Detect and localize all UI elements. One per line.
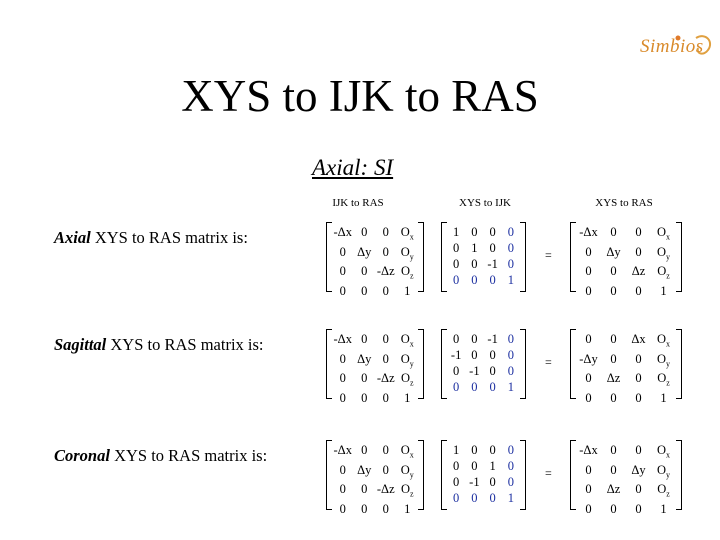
matrix-cell: 0: [361, 283, 368, 298]
matrix-cell: 0: [453, 241, 460, 255]
row-label: [54, 335, 264, 355]
matrix-cell: 0: [382, 501, 389, 516]
matrix-cell: 0: [507, 348, 514, 362]
matrix-cell: 0: [610, 264, 617, 278]
matrix-cell: 0: [339, 371, 346, 385]
simbios-logo: [634, 30, 714, 62]
matrix-cell: 0: [489, 273, 496, 287]
matrix-cell: -Δx: [579, 443, 598, 457]
matrix-cell: 0: [489, 225, 496, 239]
matrix-cell: $O_z$: [400, 482, 414, 499]
matrix-cell: -Δy: [579, 351, 598, 366]
matrix-xys-to-ijk: [441, 440, 526, 510]
matrix-cell: $O_z$: [657, 264, 670, 281]
matrix-cell: Δy: [631, 462, 646, 477]
matrix-cell: $O_x$: [400, 332, 414, 349]
matrix-cell: 1: [489, 459, 496, 473]
matrix-cell: 0: [339, 264, 346, 278]
header-xys-to-ras: XYS to RAS: [595, 197, 653, 209]
matrix-cell: 0: [361, 225, 368, 239]
matrix-cell: 0: [507, 257, 514, 271]
matrix-cell: 0: [610, 462, 617, 477]
matrix-cell: 0: [585, 371, 592, 385]
matrix-bracket-right: [520, 222, 526, 292]
matrix-cell: 1: [660, 501, 667, 516]
matrix-cell: $O_z$: [657, 371, 670, 388]
matrix-cell: -Δx: [333, 225, 352, 239]
matrix-cell: -Δx: [333, 332, 352, 346]
matrix-cell: 0: [507, 443, 514, 457]
matrix-cells: [447, 332, 520, 396]
matrix-cell: 0: [382, 443, 389, 457]
matrix-cell: 0: [361, 371, 368, 385]
equals-sign: =: [545, 355, 552, 369]
matrix-cell: $O_z$: [657, 482, 670, 499]
matrix-cell: 0: [471, 332, 478, 346]
matrix-cell: 0: [453, 491, 460, 505]
matrix-cell: 0: [339, 482, 346, 496]
matrix-bracket-right: [676, 440, 682, 510]
matrix-cell: 1: [453, 225, 460, 239]
row-label-orientation: Sagittal: [54, 335, 107, 354]
matrix-ijk-to-ras: [326, 329, 424, 405]
matrix-cell: 0: [382, 390, 389, 405]
matrix-cell: $O_y$: [656, 462, 671, 479]
matrix-cell: Δz: [606, 371, 621, 385]
matrix-cell: -1: [487, 332, 498, 346]
matrix-cell: 0: [382, 225, 389, 239]
matrix-cells: [447, 225, 520, 289]
matrix-cell: $O_y$: [400, 351, 414, 368]
matrix-cell: 0: [489, 443, 496, 457]
matrix-cell: 0: [339, 244, 346, 259]
matrix-cell: 0: [585, 264, 592, 278]
matrix-cell: 0: [610, 443, 617, 457]
matrix-cell: 1: [404, 501, 411, 516]
matrix-cell: 0: [610, 501, 617, 516]
matrix-cell: 0: [585, 482, 592, 496]
matrix-cell: 0: [585, 390, 592, 405]
row-label-text: XYS to RAS matrix is:: [109, 446, 268, 465]
matrix-cell: 1: [404, 283, 411, 298]
matrix-cell: 1: [471, 241, 478, 255]
matrix-cell: $O_x$: [400, 225, 414, 242]
matrix-cells: [332, 225, 418, 298]
matrix-cell: 0: [453, 475, 460, 489]
matrix-cell: $O_z$: [400, 264, 414, 281]
matrix-cell: 1: [507, 491, 514, 505]
matrix-cell: -Δz: [376, 371, 395, 385]
matrix-xys-to-ras: [570, 222, 682, 298]
matrix-cell: 0: [635, 443, 642, 457]
matrix-cell: -Δz: [376, 264, 395, 278]
matrix-cell: 0: [453, 459, 460, 473]
matrix-ijk-to-ras: [326, 222, 424, 298]
matrix-cell: Δz: [631, 264, 646, 278]
matrix-cell: 0: [489, 364, 496, 378]
matrix-cell: 0: [339, 390, 346, 405]
matrix-cell: 0: [489, 380, 496, 394]
matrix-cell: 0: [382, 332, 389, 346]
matrix-bracket-right: [676, 329, 682, 399]
slide-subtitle: Axial: SI: [312, 155, 394, 180]
matrix-cell: $O_y$: [656, 351, 671, 368]
matrix-cell: 0: [610, 390, 617, 405]
matrix-bracket-right: [418, 440, 424, 510]
matrix-bracket-right: [418, 222, 424, 292]
matrix-cell: 0: [471, 225, 478, 239]
matrix-cell: $O_z$: [400, 371, 414, 388]
matrix-cell: $O_y$: [400, 244, 414, 261]
matrix-cell: 0: [507, 364, 514, 378]
row-label-orientation: Axial: [54, 228, 91, 247]
matrix-cell: 0: [610, 283, 617, 298]
matrix-cell: 0: [453, 364, 460, 378]
matrix-cell: -1: [487, 257, 498, 271]
matrix-cell: 0: [471, 380, 478, 394]
matrix-cell: 0: [507, 459, 514, 473]
matrix-cell: 0: [339, 501, 346, 516]
matrix-cell: -Δx: [333, 443, 352, 457]
matrix-cells: [576, 332, 676, 405]
logo-text: Simbios: [640, 36, 704, 57]
matrix-cell: 1: [660, 283, 667, 298]
matrix-cell: $O_x$: [656, 225, 671, 242]
matrix-cell: 0: [471, 491, 478, 505]
matrix-cell: 0: [489, 491, 496, 505]
matrix-cell: 0: [610, 351, 617, 366]
matrix-cell: 1: [507, 380, 514, 394]
matrix-cells: [332, 332, 418, 405]
matrix-cell: 0: [382, 283, 389, 298]
matrix-cell: 0: [635, 283, 642, 298]
matrix-cell: 1: [404, 390, 411, 405]
matrix-bracket-right: [520, 440, 526, 510]
matrix-cell: 0: [507, 241, 514, 255]
matrix-cell: 0: [635, 244, 642, 259]
matrix-cell: 0: [635, 371, 642, 385]
matrix-xys-to-ras: [570, 440, 682, 516]
equals-sign: =: [545, 466, 552, 480]
matrix-cell: -Δx: [579, 225, 598, 239]
matrix-cell: 0: [507, 225, 514, 239]
row-label: [54, 446, 267, 466]
matrix-cell: 0: [453, 273, 460, 287]
matrix-cell: 0: [635, 390, 642, 405]
matrix-cell: 0: [507, 475, 514, 489]
matrix-bracket-right: [520, 329, 526, 399]
matrix-cell: 0: [361, 390, 368, 405]
matrix-cell: 0: [382, 244, 389, 259]
matrix-ijk-to-ras: [326, 440, 424, 516]
matrix-xys-to-ijk: [441, 329, 526, 399]
matrix-cell: 0: [471, 257, 478, 271]
matrix-bracket-right: [676, 222, 682, 292]
matrix-cell: 0: [361, 482, 368, 496]
matrix-cell: 0: [610, 332, 617, 346]
matrix-cell: 0: [471, 459, 478, 473]
matrix-cell: 0: [471, 348, 478, 362]
matrix-xys-to-ijk: [441, 222, 526, 292]
matrix-cell: 0: [489, 475, 496, 489]
equals-sign: =: [545, 248, 552, 262]
matrix-cell: -Δz: [376, 482, 395, 496]
matrix-cells: [332, 443, 418, 516]
matrix-cell: Δy: [357, 244, 372, 259]
matrix-cell: 0: [635, 351, 642, 366]
matrix-cell: Δy: [606, 244, 621, 259]
matrix-cell: 0: [339, 351, 346, 366]
matrix-cell: $O_x$: [400, 443, 414, 460]
matrix-cell: 0: [507, 332, 514, 346]
matrix-cell: Δx: [631, 332, 646, 346]
matrix-cell: 0: [361, 501, 368, 516]
matrix-cell: 0: [339, 462, 346, 477]
matrix-cell: 0: [453, 380, 460, 394]
matrix-cell: -1: [469, 475, 480, 489]
matrix-cell: 1: [453, 443, 460, 457]
matrix-cell: 0: [382, 462, 389, 477]
matrix-cell: 0: [339, 283, 346, 298]
matrix-cell: 0: [635, 482, 642, 496]
matrix-cells: [576, 225, 676, 298]
matrix-cells: [447, 443, 520, 507]
matrix-cell: 0: [585, 501, 592, 516]
row-label-orientation: Coronal: [54, 446, 110, 465]
matrix-cell: 0: [489, 348, 496, 362]
row-label: [54, 228, 248, 248]
matrix-cell: 0: [585, 244, 592, 259]
header-xys-to-ijk: XYS to IJK: [459, 197, 511, 209]
matrix-cell: 0: [471, 443, 478, 457]
matrix-cell: -1: [450, 348, 462, 362]
matrix-cell: 0: [635, 501, 642, 516]
matrix-cell: Δz: [606, 482, 621, 496]
matrix-cell: 0: [471, 273, 478, 287]
matrix-cell: 0: [585, 283, 592, 298]
matrix-cell: Δy: [357, 351, 372, 366]
matrix-cell: 1: [507, 273, 514, 287]
matrix-cell: 0: [361, 332, 368, 346]
matrix-cell: 0: [489, 241, 496, 255]
matrix-cell: Δy: [357, 462, 372, 477]
matrix-cell: 0: [361, 264, 368, 278]
row-label-text: XYS to RAS matrix is:: [90, 228, 248, 247]
matrix-cell: 0: [635, 225, 642, 239]
matrix-cell: 0: [453, 332, 460, 346]
slide-title: XYS to IJK to RAS: [181, 71, 539, 121]
matrix-cell: 0: [382, 351, 389, 366]
matrix-cell: $O_y$: [400, 462, 414, 479]
matrix-xys-to-ras: [570, 329, 682, 405]
matrix-cell: 0: [610, 225, 617, 239]
matrix-cells: [576, 443, 676, 516]
matrix-cell: $O_y$: [656, 244, 671, 261]
matrix-cell: 0: [585, 462, 592, 477]
matrix-cell: 0: [585, 332, 592, 346]
matrix-cell: -1: [469, 364, 480, 378]
header-ijk-to-ras: IJK to RAS: [332, 197, 384, 209]
matrix-cell: $O_x$: [656, 332, 671, 349]
matrix-cell: $O_x$: [656, 443, 671, 460]
matrix-cell: 0: [453, 257, 460, 271]
matrix-bracket-right: [418, 329, 424, 399]
matrix-cell: 1: [660, 390, 667, 405]
row-label-text: XYS to RAS matrix is:: [106, 335, 264, 354]
matrix-cell: 0: [361, 443, 368, 457]
